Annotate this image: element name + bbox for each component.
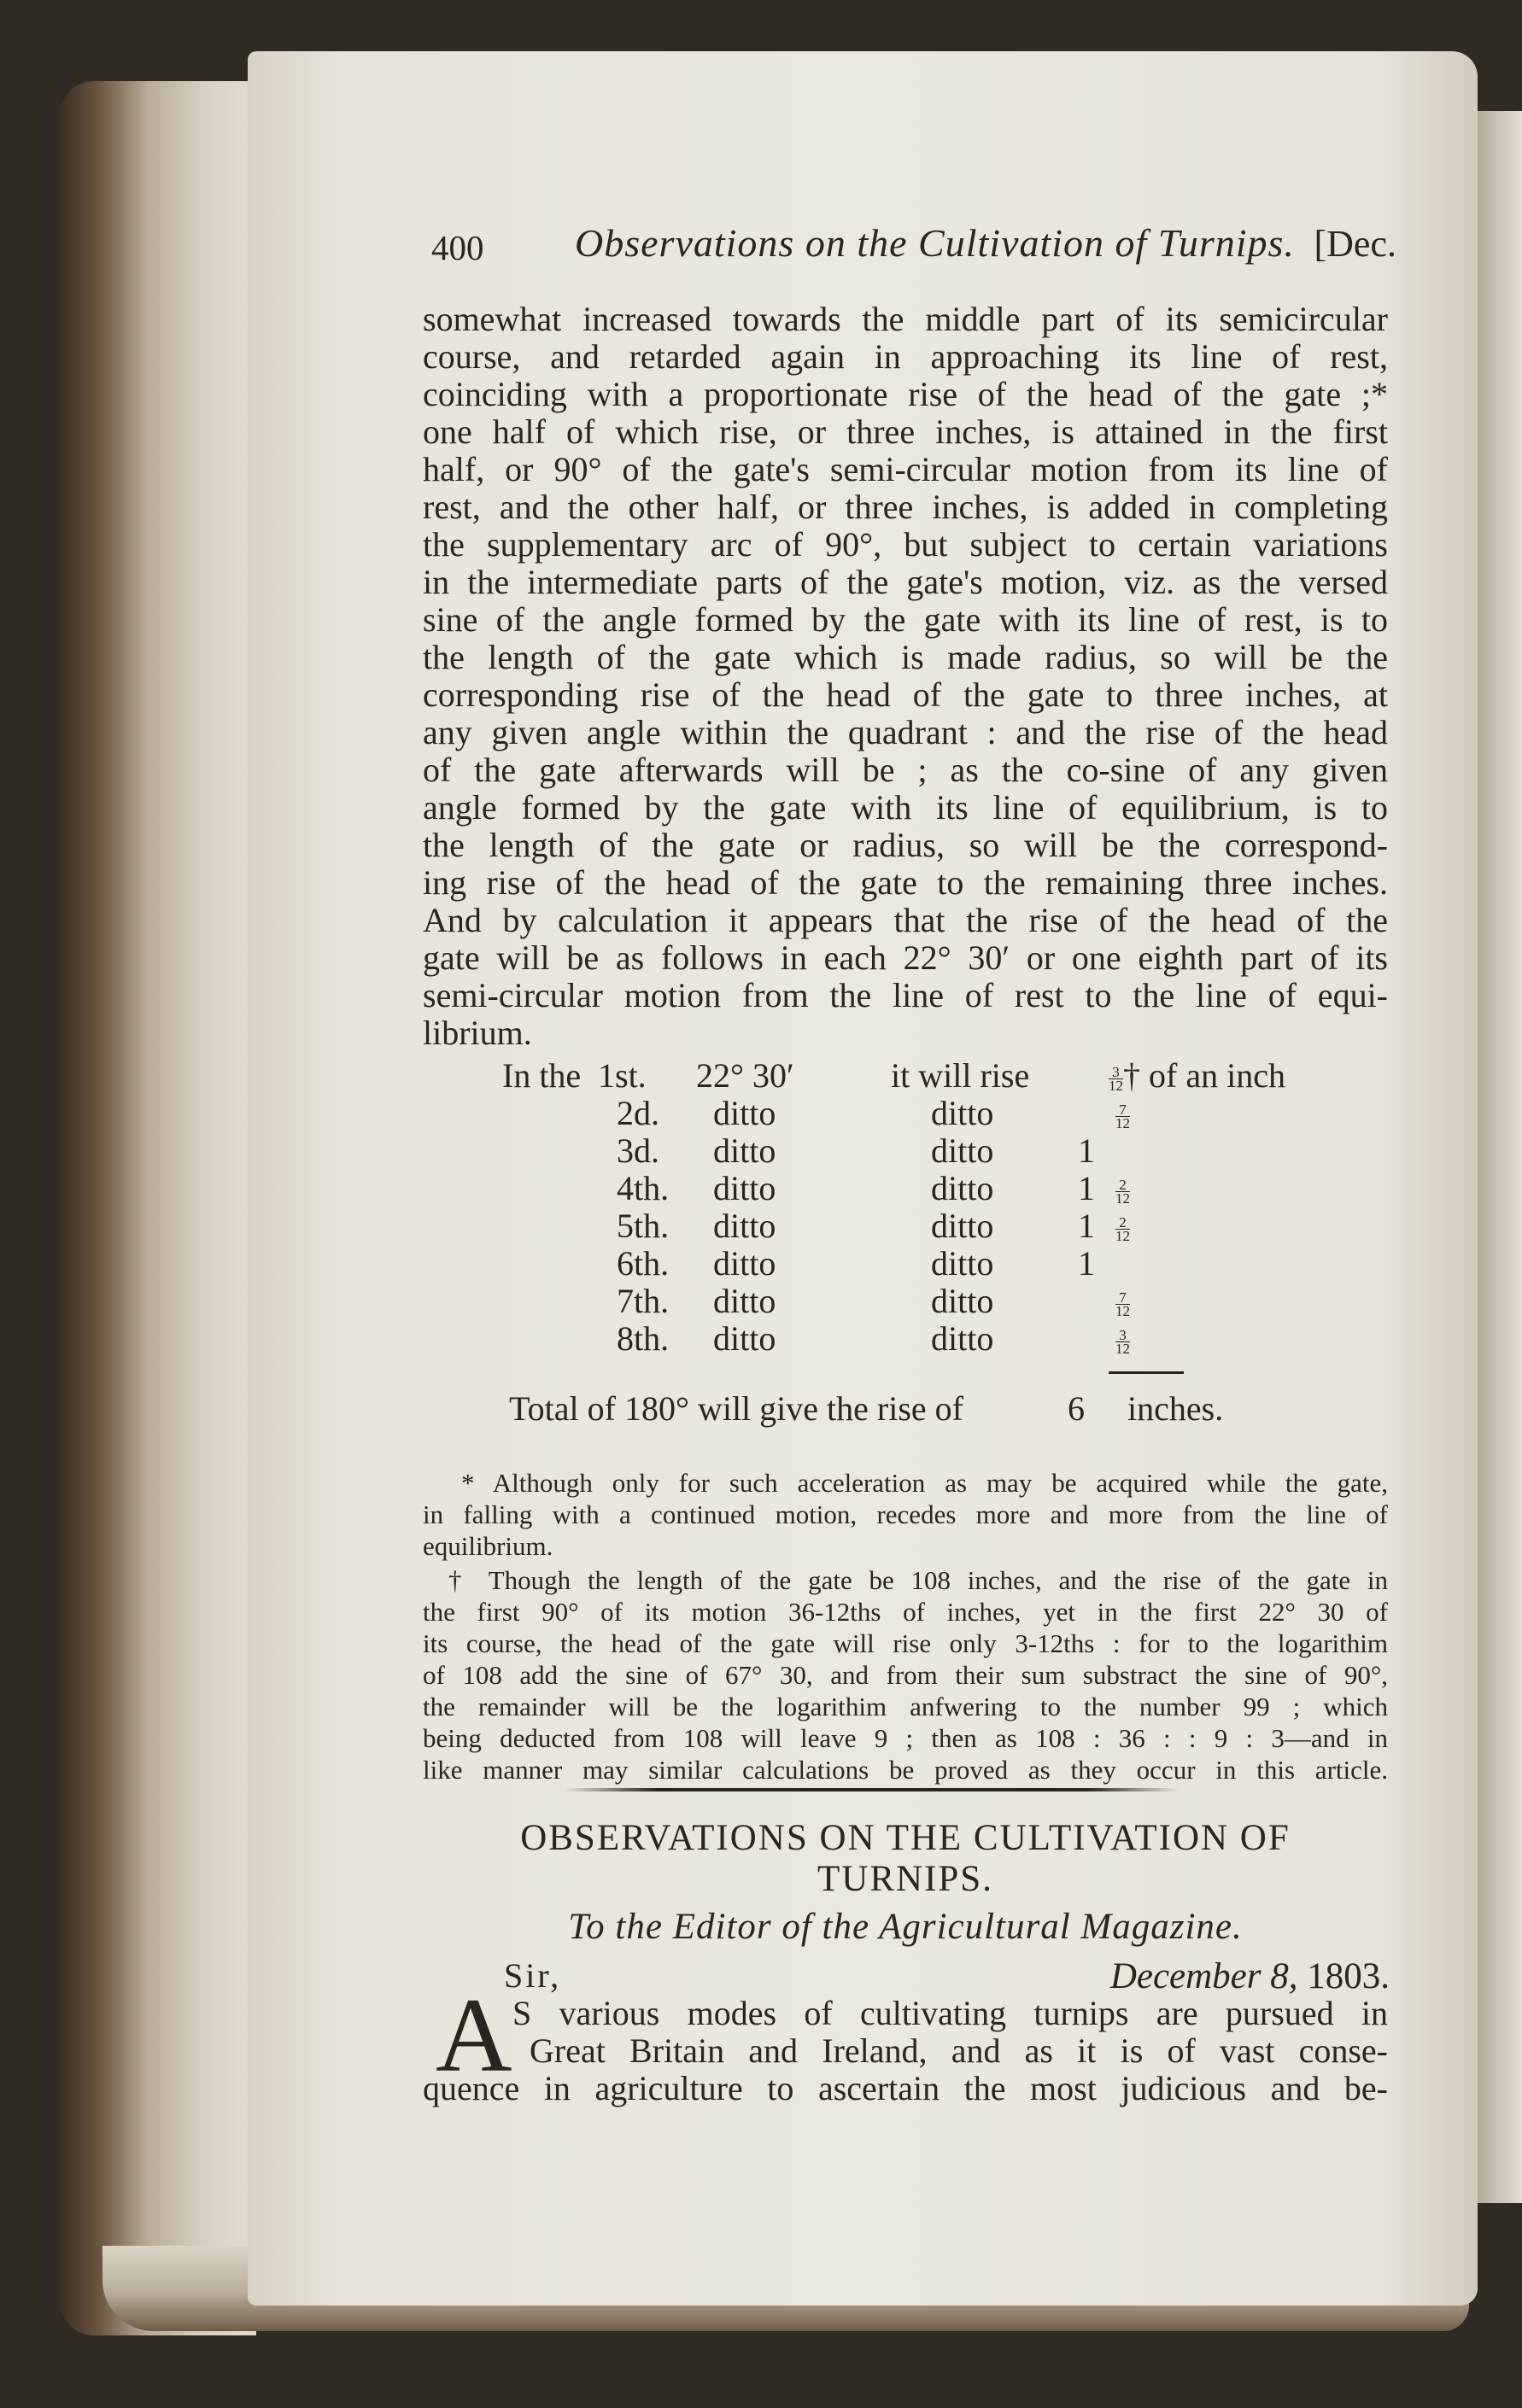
footnote-line: equilibrium. (423, 1531, 553, 1561)
body-line: the length of the gate or radius, so will be the correspond- (423, 826, 1388, 864)
footnote-line: its course, the head of the gate will rise only 3-12ths : for to the logarithim (423, 1628, 1388, 1658)
facing-page-edge (1478, 111, 1522, 2203)
table-ordinal: 4th. (617, 1169, 670, 1207)
body-line: in the intermediate parts of the gate's motion, viz. as the versed (423, 563, 1388, 601)
body-line: half, or 90° of the gate's semi-circular motion from its line of (423, 450, 1388, 488)
body-line: somewhat increased towards the middle part of its semicircular (423, 300, 1388, 338)
body-line: And by calculation it appears that the rise of the head of the (423, 901, 1388, 939)
table-ordinal: 7th. (617, 1282, 670, 1320)
body-line: the supplementary arc of 90°, but subject to certain variations (423, 525, 1388, 564)
body-line: semi-circular motion from the line of rest to the line of equi- (423, 976, 1388, 1014)
body-line: course, and retarded again in approaching its line of rest, (423, 337, 1388, 376)
letter-date: December 8, 1803. (1109, 1956, 1390, 1996)
footnote-line: like manner may similar calculations be proved as they occur in this article. (423, 1755, 1388, 1785)
running-date: [Dec. (1314, 223, 1396, 265)
table-phrase: ditto (931, 1282, 994, 1320)
body-line: one half of which rise, or three inches, is attained in the first (423, 412, 1388, 451)
table-angle: ditto (713, 1169, 776, 1207)
body-line: sine of the angle formed by the gate with its line of rest, is to (423, 600, 1388, 639)
footnote-line: * Although only for such acceleration as may be acquired while the gate, (461, 1468, 1388, 1498)
article-body-line: S various modes of cultivating turnips are pursued in (512, 1994, 1388, 2032)
footnote-line: of 108 add the sine of 67° 30, and from their sum substract the sine of 90°, (423, 1660, 1388, 1690)
body-line: the length of the gate which is made radius, so will be the (423, 638, 1388, 676)
table-angle: ditto (713, 1131, 776, 1170)
article-body-line: Great Britain and Ireland, and as it is of vast conse- (530, 2031, 1388, 2070)
table-angle: ditto (713, 1244, 776, 1283)
table-ordinal: 3d. (617, 1131, 659, 1170)
body-line: gate will be as follows in each 22° 30′ or one eighth part of its (423, 938, 1388, 977)
table-angle: ditto (713, 1319, 776, 1358)
table-phrase: ditto (931, 1319, 994, 1358)
body-line: corresponding rise of the head of the gate to three inches, at (423, 675, 1388, 714)
running-title: Observations on the Cultivation of Turnips. (575, 221, 1295, 265)
body-line: ing rise of the head of the gate to the remaining three inches. (423, 863, 1388, 902)
table-fraction: $\frac{2}{12}$ (1115, 1214, 1130, 1245)
body-line: any given angle within the quadrant : and the rise of the head (423, 713, 1388, 751)
table-phrase: ditto (931, 1131, 994, 1170)
footnote-line: † Though the length of the gate be 108 inches, and the rise of the gate in (448, 1565, 1388, 1595)
table-angle: ditto (713, 1282, 776, 1320)
page-number: 400 (431, 228, 484, 267)
footnote-line: in falling with a continued motion, recedes more and more from the line of (423, 1499, 1388, 1529)
table-whole: 1 (1078, 1207, 1095, 1245)
table-fraction: $\frac{7}{12}$ (1115, 1289, 1130, 1320)
table-ordinal: 1st. (598, 1056, 647, 1095)
table-fraction (1109, 1055, 1285, 1096)
body-line: rest, and the other half, or three inches, is added in completing (423, 488, 1388, 526)
table-total-value: 6 (1068, 1389, 1085, 1428)
table-phrase: it will rise (891, 1056, 1030, 1095)
table-phrase: ditto (931, 1207, 994, 1245)
table-phrase: ditto (931, 1169, 994, 1207)
table-intro: In the (502, 1056, 582, 1095)
article-title-continued: TURNIPS. (817, 1859, 993, 1899)
table-total-label: Total of 180° will give the rise of (509, 1389, 963, 1428)
table-whole: 1 (1078, 1244, 1095, 1283)
book-left-edge (60, 81, 256, 2335)
table-unit-note: † of an inch (1123, 1056, 1285, 1095)
table-whole: 1 (1078, 1169, 1095, 1207)
fraction-denominator: 12 (1109, 1078, 1123, 1095)
table-fraction: $\frac{2}{12}$ (1115, 1177, 1130, 1207)
article-title: OBSERVATIONS ON THE CULTIVATION OF (520, 1818, 1291, 1858)
table-angle: 22° 30′ (696, 1056, 794, 1095)
salutation: Sir, (504, 1956, 562, 1995)
table-ordinal: 5th. (617, 1207, 670, 1245)
footnote-line: the first 90° of its motion 36-12ths of inches, yet in the first 22° 30 of (423, 1597, 1388, 1627)
table-ordinal: 2d. (617, 1094, 659, 1132)
article-body-line: quence in agriculture to ascertain the most judicious and be- (423, 2069, 1388, 2107)
running-head (431, 220, 1396, 280)
section-divider (564, 1788, 1179, 1791)
table-ordinal: 6th. (617, 1244, 670, 1283)
table-angle: ditto (713, 1094, 776, 1132)
table-fraction: $\frac{3}{12}$ (1115, 1327, 1130, 1358)
body-line: librium. (423, 1014, 532, 1052)
table-total-unit: inches. (1127, 1389, 1224, 1428)
editor-address: To the Editor of the Agricultural Magazine. (568, 1907, 1243, 1947)
table-angle: ditto (713, 1207, 776, 1245)
drop-cap: A (436, 1977, 512, 2094)
footnote-line: the remainder will be the logarithim anfwering to the number 99 ; which (423, 1692, 1388, 1721)
body-line: coinciding with a proportionate rise of the head of the gate ;* (423, 375, 1388, 413)
footnote-line: being deducted from 108 will leave 9 ; then as 108 : 36 : : 9 : 3—and in (423, 1723, 1388, 1753)
table-ordinal: 8th. (617, 1319, 670, 1358)
total-rule (1109, 1371, 1184, 1374)
table-fraction: $\frac{7}{12}$ (1115, 1102, 1130, 1132)
body-line: angle formed by the gate with its line of equilibrium, is to (423, 788, 1388, 827)
table-phrase: ditto (931, 1244, 994, 1283)
fraction-numerator: 3 (1109, 1066, 1123, 1079)
body-line: of the gate afterwards will be ; as the co-sine of any given (423, 751, 1388, 789)
table-phrase: ditto (931, 1094, 994, 1132)
table-whole: 1 (1078, 1131, 1095, 1170)
